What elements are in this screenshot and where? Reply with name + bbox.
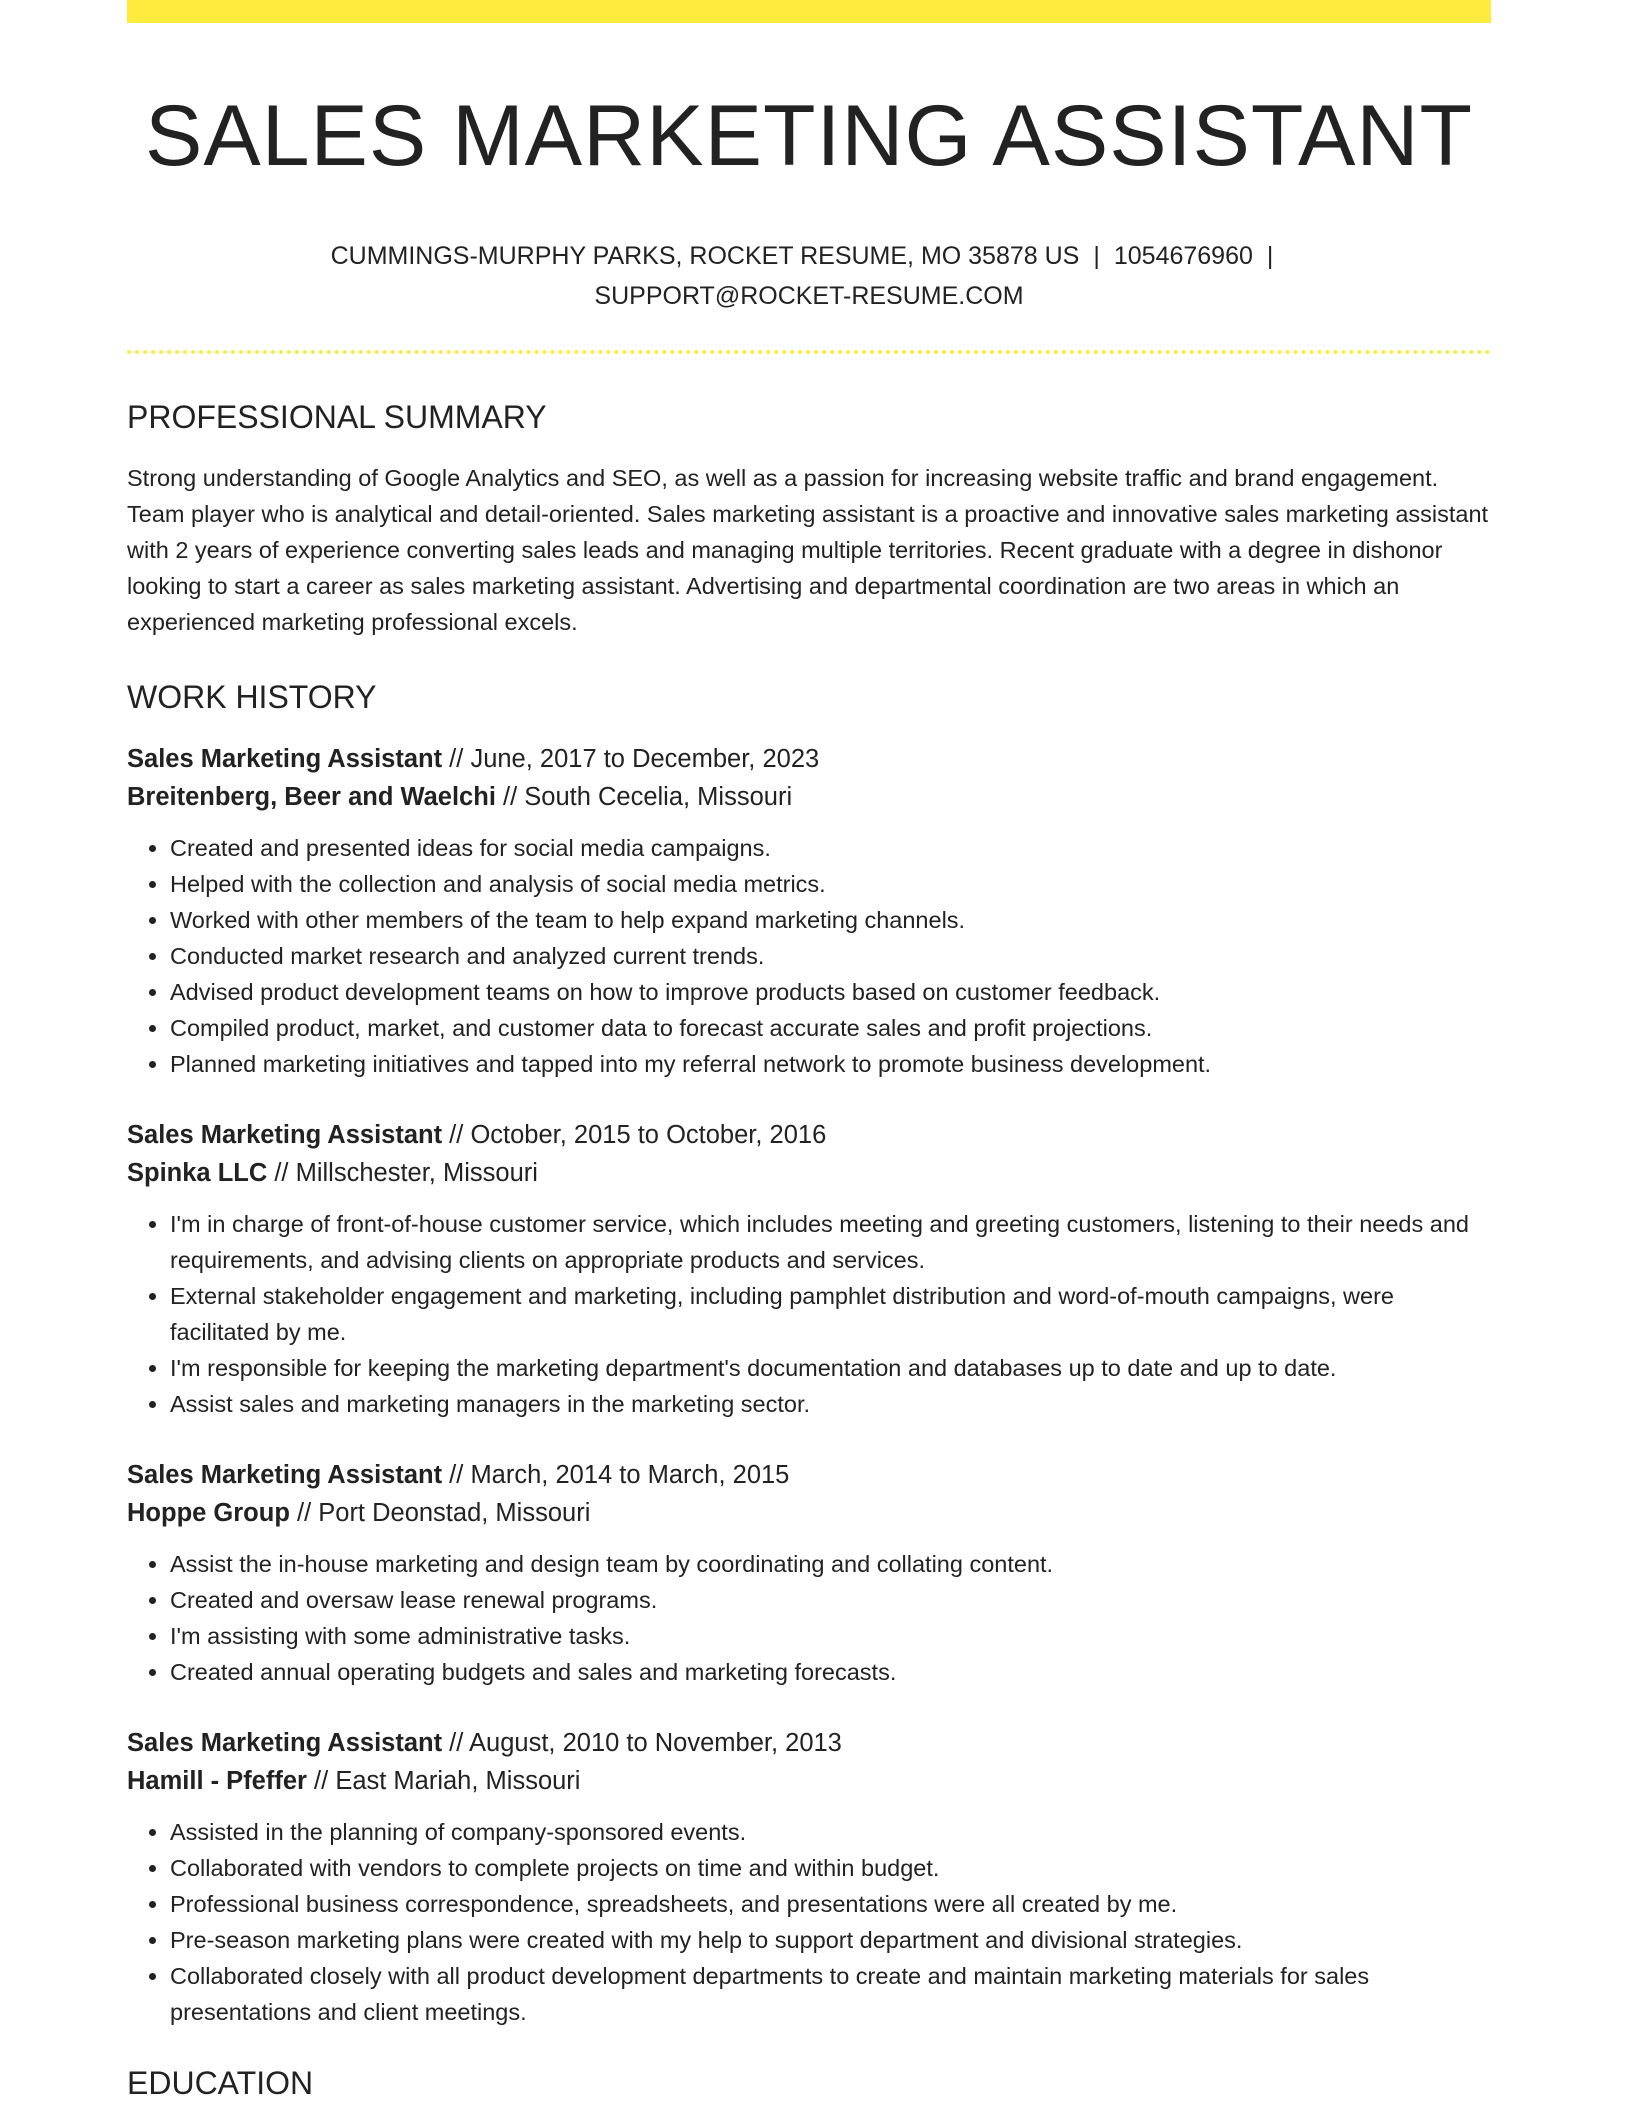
line-separator: // — [289, 1499, 319, 1528]
bullet-item: • Helped with the collection and analysis of social media metrics. — [170, 866, 1491, 902]
bullet-item: • Assist sales and marketing managers in the marketing sector. — [170, 1386, 1491, 1422]
job-dates: March, 2014 to March, 2015 — [470, 1461, 790, 1490]
bullet-item: • Created and oversaw lease renewal programs. — [170, 1582, 1491, 1618]
job-role: Sales Marketing Assistant — [127, 745, 443, 774]
job-bullets — [127, 830, 1491, 1082]
job-location: South Cecelia, Missouri — [524, 783, 793, 812]
contact-address: CUMMINGS-MURPHY PARKS, ROCKET RESUME, MO 35878 US — [330, 241, 1080, 270]
job-entry — [127, 740, 1491, 1082]
bullet-item: • Assisted in the planning of company-sponsored events. — [170, 1814, 1491, 1850]
bullet-item: • Conducted market research and analyzed current trends. — [170, 938, 1491, 974]
job-entry — [127, 1456, 1491, 1690]
bullet-item: • Worked with other members of the team to help expand marketing channels. — [170, 902, 1491, 938]
job-company: Spinka LLC — [127, 1159, 268, 1188]
line-separator: // — [306, 1767, 336, 1796]
job-location: East Mariah, Missouri — [335, 1767, 581, 1796]
bullet-item: • Compiled product, market, and customer data to forecast accurate sales and profit projections. — [170, 1010, 1491, 1046]
education-heading: EDUCATION — [127, 2065, 314, 2102]
job-company-line — [127, 1154, 1491, 1192]
job-company: Hoppe Group — [127, 1499, 290, 1528]
bullet-item: • Pre-season marketing plans were created with my help to support department and divisional strategies. — [170, 1922, 1491, 1958]
job-title-line — [127, 1724, 1491, 1762]
job-title-line — [127, 1456, 1491, 1494]
job-company-line — [127, 1762, 1491, 1800]
bullet-item: • Professional business correspondence, spreadsheets, and presentations were all created by me. — [170, 1886, 1491, 1922]
bullet-item: • I'm assisting with some administrative tasks. — [170, 1618, 1491, 1654]
job-bullets — [127, 1206, 1491, 1422]
job-title-line — [127, 740, 1491, 778]
contact-separator: | — [1266, 241, 1274, 270]
resume-name-title: SALES MARKETING ASSISTANT — [144, 88, 1474, 184]
job-dates: October, 2015 to October, 2016 — [470, 1121, 827, 1150]
job-title-line — [127, 1116, 1491, 1154]
bullet-item: • Created and presented ideas for social media campaigns. — [170, 830, 1491, 866]
bullet-item: • Collaborated with vendors to complete projects on time and within budget. — [170, 1850, 1491, 1886]
bullet-item: • Created annual operating budgets and sales and marketing forecasts. — [170, 1654, 1491, 1690]
line-separator: // — [442, 1461, 471, 1490]
job-company-line — [127, 1494, 1491, 1532]
line-separator: // — [442, 1729, 470, 1758]
job-bullets — [127, 1814, 1491, 2030]
dotted-divider — [127, 350, 1491, 354]
job-role: Sales Marketing Assistant — [127, 1461, 443, 1490]
job-company-line — [127, 778, 1491, 816]
job-bullets — [127, 1546, 1491, 1690]
summary-text: Strong understanding of Google Analytics and SEO, as well as a passion for increasing website traffic and brand engagement. Team player who is analytical and detail-oriented. Sales marketing assistant is a proactive and innovative sales marketing assistant with 2 years of experience converting sales leads and managing multiple territories. Recent graduate with a degree in dishonor looking to start a career as sales marketing assistant. Advertising and departmental coordination are two areas in which an experienced marketing professional excels. — [127, 464, 1489, 635]
job-role: Sales Marketing Assistant — [127, 1121, 443, 1150]
job-dates: June, 2017 to December, 2023 — [470, 745, 820, 774]
job-company: Hamill - Pfeffer — [127, 1767, 307, 1796]
contact-separator: | — [1093, 241, 1100, 270]
bullet-item: • Collaborated closely with all product development departments to create and maintain marketing materials for sales presentations and client meetings. — [170, 1958, 1491, 2030]
accent-top-bar — [127, 0, 1491, 23]
work-history-list — [127, 740, 1491, 2030]
line-separator: // — [442, 745, 471, 774]
bullet-item: • Assist the in-house marketing and design team by coordinating and collating content. — [170, 1546, 1491, 1582]
contact-info — [309, 236, 1309, 316]
contact-phone: 1054676960 — [1113, 241, 1253, 270]
job-location: Millschester, Missouri — [295, 1159, 538, 1188]
bullet-item: • I'm in charge of front-of-house customer service, which includes meeting and greeting customers, listening to their needs and requirements, and advising clients on appropriate products and services. — [170, 1206, 1491, 1278]
job-role: Sales Marketing Assistant — [127, 1729, 443, 1758]
contact-email: SUPPORT@ROCKET-RESUME.COM — [594, 281, 1024, 310]
bullet-item: • Planned marketing initiatives and tapped into my referral network to promote business development. — [170, 1046, 1491, 1082]
job-location: Port Deonstad, Missouri — [318, 1499, 591, 1528]
bullet-item: • External stakeholder engagement and marketing, including pamphlet distribution and word-of-mouth campaigns, were facilitated by me. — [170, 1278, 1491, 1350]
line-separator: // — [495, 783, 525, 812]
resume-page — [127, 0, 1491, 2103]
job-entry — [127, 1116, 1491, 1422]
job-company: Breitenberg, Beer and Waelchi — [127, 783, 496, 812]
bullet-item: • Advised product development teams on how to improve products based on customer feedback. — [170, 974, 1491, 1010]
line-separator: // — [267, 1159, 296, 1188]
summary-heading: PROFESSIONAL SUMMARY — [127, 398, 547, 435]
work-history-heading: WORK HISTORY — [127, 678, 377, 715]
bullet-item: • I'm responsible for keeping the marketing department's documentation and databases up to date and up to date. — [170, 1350, 1491, 1386]
job-entry — [127, 1724, 1491, 2030]
job-dates: August, 2010 to November, 2013 — [469, 1729, 842, 1758]
line-separator: // — [442, 1121, 471, 1150]
